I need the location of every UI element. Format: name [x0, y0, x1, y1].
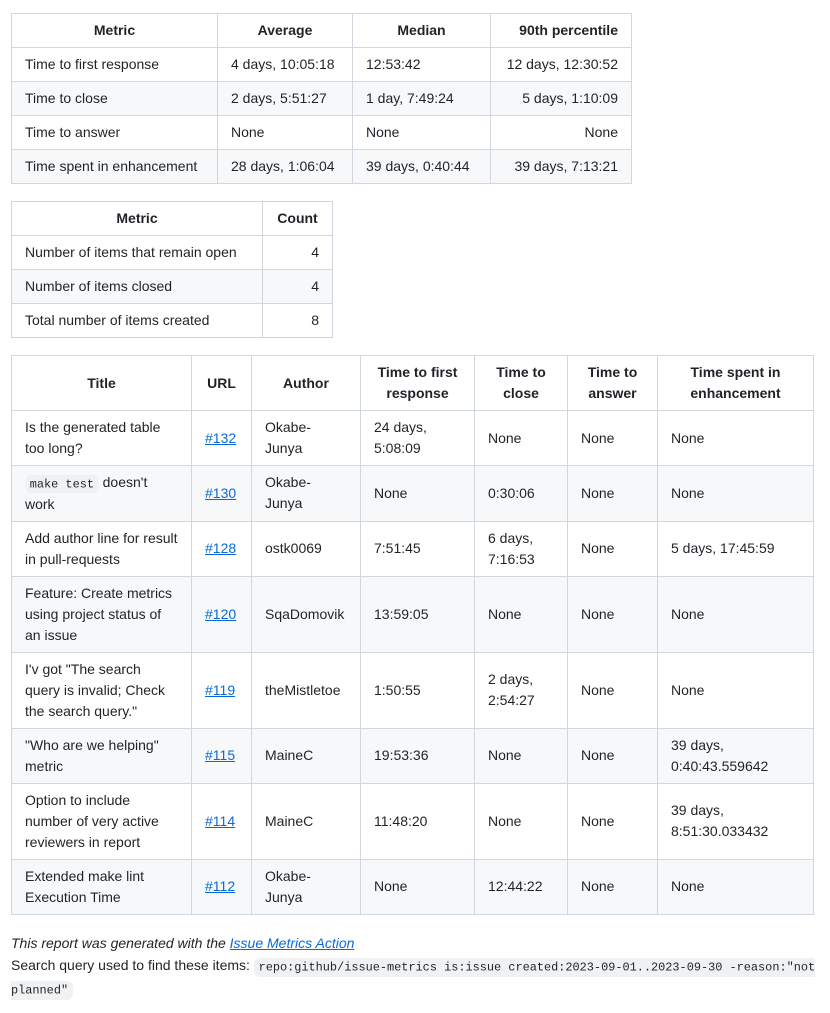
time-to-close-header: Time to close	[475, 356, 568, 411]
time-to-close-cell: None	[475, 411, 568, 466]
issue-row	[12, 728, 814, 783]
issue-link[interactable]: #119	[205, 681, 236, 698]
time-to-close-cell: None	[475, 576, 568, 652]
90th-percentile-cell: 12 days, 12:30:52	[491, 48, 632, 82]
time-to-close-cell: 2 days, 2:54:27	[475, 652, 568, 728]
table-row	[12, 116, 632, 150]
count-cell: 4	[263, 236, 333, 270]
summary-table-body	[12, 48, 632, 184]
title-cell	[12, 411, 192, 466]
time-to-answer-cell: None	[568, 859, 658, 914]
url-header: URL	[192, 356, 252, 411]
average-cell: 2 days, 5:51:27	[218, 82, 353, 116]
time-to-first-response-cell: 11:48:20	[361, 783, 475, 859]
title-cell	[12, 576, 192, 652]
metric-cell: Number of items closed	[12, 270, 263, 304]
time-to-answer-header: Time to answer	[568, 356, 658, 411]
title-cell	[12, 728, 192, 783]
title-text: Option to include number of very active reviewers in report	[25, 791, 159, 850]
title-text: doesn't work	[25, 474, 148, 512]
search-query-code: repo:github/issue-metrics is:issue created:2023-09-01..2023-09-30 -reason:"not planned"	[11, 958, 815, 1000]
title-text: Is the generated table too long?	[25, 419, 161, 456]
title-text: I'v got "The search query is invalid; Check the search query."	[25, 660, 166, 719]
table-row	[12, 236, 333, 270]
time-to-close-cell: 12:44:22	[475, 859, 568, 914]
time-spent-in-enhancement-cell: None	[658, 576, 814, 652]
time-spent-in-enhancement-cell: 39 days, 8:51:30.033432	[658, 783, 814, 859]
search-query-label: Search query used to find these items:	[11, 957, 254, 974]
author-cell: MaineC	[252, 728, 361, 783]
time-to-answer-cell: None	[568, 652, 658, 728]
time-to-first-response-cell: None	[361, 859, 475, 914]
count-cell: 4	[263, 270, 333, 304]
time-to-first-response-cell: None	[361, 466, 475, 522]
issue-metrics-action-link[interactable]: Issue Metrics Action	[229, 934, 355, 951]
time-spent-in-enhancement-cell: None	[658, 411, 814, 466]
time-spent-in-enhancement-cell: 5 days, 17:45:59	[658, 521, 814, 576]
time-to-close-cell: 6 days, 7:16:53	[475, 521, 568, 576]
metric-cell: Time to close	[12, 82, 218, 116]
title-text: Feature: Create metrics using project status of an issue	[25, 584, 173, 643]
author-cell: Okabe-Junya	[252, 411, 361, 466]
issue-row	[12, 576, 814, 652]
median-header: Median	[353, 14, 491, 48]
summary-metrics-table	[11, 13, 632, 184]
time-spent-in-enhancement-cell: None	[658, 859, 814, 914]
url-cell	[192, 728, 252, 783]
issue-link[interactable]: #132	[205, 429, 237, 446]
90th-percentile-cell: None	[491, 116, 632, 150]
metric-cell: Time to answer	[12, 116, 218, 150]
table-row	[12, 270, 333, 304]
metric-header: Metric	[12, 14, 218, 48]
author-cell: Okabe-Junya	[252, 859, 361, 914]
url-cell	[192, 411, 252, 466]
time-to-answer-cell: None	[568, 728, 658, 783]
average-header: Average	[218, 14, 353, 48]
generated-note	[11, 935, 354, 951]
time-to-answer-cell: None	[568, 521, 658, 576]
author-cell: ostk0069	[252, 521, 361, 576]
items-table-body	[12, 411, 814, 915]
time-to-close-cell: 0:30:06	[475, 466, 568, 522]
count-table-body	[12, 236, 333, 338]
title-cell	[12, 859, 192, 914]
url-cell	[192, 521, 252, 576]
count-header: Count	[263, 202, 333, 236]
url-cell	[192, 652, 252, 728]
url-cell	[192, 859, 252, 914]
metric-cell: Number of items that remain open	[12, 236, 263, 270]
author-header: Author	[252, 356, 361, 411]
generated-note-text: This report was generated with the	[11, 934, 230, 951]
issue-link[interactable]: #114	[205, 812, 236, 829]
table-row	[12, 150, 632, 184]
count-table-head	[12, 202, 333, 236]
title-cell	[12, 466, 192, 522]
time-to-first-response-cell: 1:50:55	[361, 652, 475, 728]
time-spent-in-enhancement-cell: None	[658, 652, 814, 728]
author-cell: Okabe-Junya	[252, 466, 361, 522]
issue-link[interactable]: #130	[205, 484, 237, 501]
issue-link[interactable]: #112	[205, 878, 236, 895]
time-to-first-response-cell: 19:53:36	[361, 728, 475, 783]
time-to-answer-cell: None	[568, 466, 658, 522]
time-spent-in-enhancement-cell: None	[658, 466, 814, 522]
median-cell: None	[353, 116, 491, 150]
time-spent-in-enhancement-cell: 39 days, 0:40:43.559642	[658, 728, 814, 783]
title-cell	[12, 783, 192, 859]
time-to-first-response-header: Time to first response	[361, 356, 475, 411]
issue-link[interactable]: #115	[205, 747, 236, 764]
median-cell: 1 day, 7:49:24	[353, 82, 491, 116]
metric-cell: Total number of items created	[12, 304, 263, 338]
issue-items-table	[11, 355, 814, 915]
url-cell	[192, 576, 252, 652]
items-table-head	[12, 356, 814, 411]
issue-row	[12, 411, 814, 466]
url-cell	[192, 783, 252, 859]
median-cell: 12:53:42	[353, 48, 491, 82]
time-to-first-response-cell: 24 days, 5:08:09	[361, 411, 475, 466]
title-cell	[12, 652, 192, 728]
issue-link[interactable]: #120	[205, 605, 237, 622]
time-to-first-response-cell: 13:59:05	[361, 576, 475, 652]
average-cell: 4 days, 10:05:18	[218, 48, 353, 82]
metric-cell: Time spent in enhancement	[12, 150, 218, 184]
author-cell: theMistletoe	[252, 652, 361, 728]
title-text: Add author line for result in pull-requests	[25, 529, 178, 567]
average-cell: 28 days, 1:06:04	[218, 150, 353, 184]
issue-row	[12, 783, 814, 859]
title-cell	[12, 521, 192, 576]
table-row	[12, 48, 632, 82]
inline-code: make test	[25, 475, 99, 494]
metric-cell: Time to first response	[12, 48, 218, 82]
count-cell: 8	[263, 304, 333, 338]
issue-row	[12, 859, 814, 914]
90th-percentile-cell: 39 days, 7:13:21	[491, 150, 632, 184]
median-cell: 39 days, 0:40:44	[353, 150, 491, 184]
time-spent-in-enhancement-header: Time spent in enhancement	[658, 356, 814, 411]
issue-row	[12, 652, 814, 728]
url-cell	[192, 466, 252, 522]
average-cell: None	[218, 116, 353, 150]
table-row	[12, 304, 333, 338]
title-header: Title	[12, 356, 192, 411]
90th-percentile-cell: 5 days, 1:10:09	[491, 82, 632, 116]
summary-table-head	[12, 14, 632, 48]
time-to-answer-cell: None	[568, 576, 658, 652]
issue-row	[12, 521, 814, 576]
time-to-close-cell: None	[475, 783, 568, 859]
count-metrics-table	[11, 201, 333, 338]
90th-percentile-header: 90th percentile	[491, 14, 632, 48]
issue-row	[12, 466, 814, 522]
title-text: Extended make lint Execution Time	[25, 867, 145, 905]
search-query-note	[11, 957, 815, 996]
time-to-answer-cell: None	[568, 783, 658, 859]
time-to-answer-cell: None	[568, 411, 658, 466]
author-cell: MaineC	[252, 783, 361, 859]
author-cell: SqaDomovik	[252, 576, 361, 652]
report-footer	[11, 932, 819, 1000]
title-text: "Who are we helping" metric	[25, 736, 159, 774]
time-to-first-response-cell: 7:51:45	[361, 521, 475, 576]
issue-link[interactable]: #128	[205, 540, 237, 557]
time-to-close-cell: None	[475, 728, 568, 783]
metric-header: Metric	[12, 202, 263, 236]
table-row	[12, 82, 632, 116]
